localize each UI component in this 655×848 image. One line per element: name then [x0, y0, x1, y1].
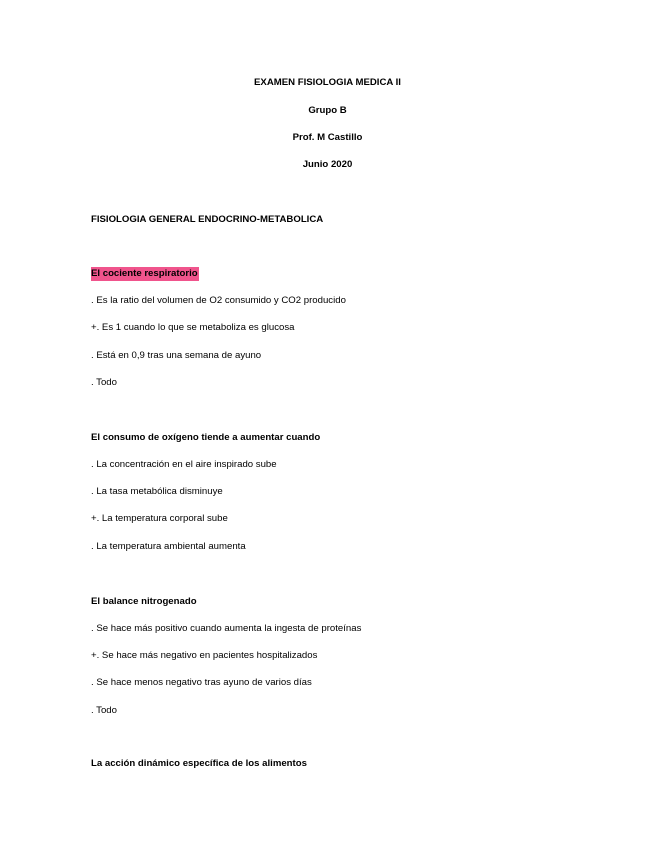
question-2-option-a: . La concentración en el aire inspirado sube	[91, 459, 277, 470]
exam-title: EXAMEN FISIOLOGIA MEDICA II	[254, 77, 401, 88]
question-4: La acción dinámico específica de los alimentos	[91, 758, 307, 769]
group-label: Grupo B	[308, 105, 347, 116]
question-1-option-b: +. Es 1 cuando lo que se metaboliza es glucosa	[91, 322, 295, 333]
question-2: El consumo de oxígeno tiende a aumentar cuando	[91, 432, 321, 443]
question-2-option-b: . La tasa metabólica disminuye	[91, 486, 223, 497]
question-1	[91, 268, 199, 280]
question-1-option-d: . Todo	[91, 377, 117, 388]
question-3-option-b: +. Se hace más negativo en pacientes hospitalizados	[91, 650, 318, 661]
highlighted-question-text: El cociente respiratorio	[91, 268, 198, 279]
section-title: FISIOLOGIA GENERAL ENDOCRINO-METABOLICA	[91, 214, 324, 225]
question-3-option-d: . Todo	[91, 705, 117, 716]
question-3-option-c: . Se hace menos negativo tras ayuno de varios días	[91, 677, 312, 688]
question-3: El balance nitrogenado	[91, 596, 197, 607]
question-3-option-a: . Se hace más positivo cuando aumenta la ingesta de proteínas	[91, 623, 362, 634]
question-1-option-c: . Está en 0,9 tras una semana de ayuno	[91, 350, 262, 361]
question-2-option-c: +. La temperatura corporal sube	[91, 513, 228, 524]
question-1-option-a: . Es la ratio del volumen de O2 consumido y CO2 producido	[91, 295, 346, 306]
professor-label: Prof. M Castillo	[292, 132, 363, 143]
date-label: Junio 2020	[302, 159, 353, 170]
question-2-option-d: . La temperatura ambiental aumenta	[91, 541, 246, 552]
